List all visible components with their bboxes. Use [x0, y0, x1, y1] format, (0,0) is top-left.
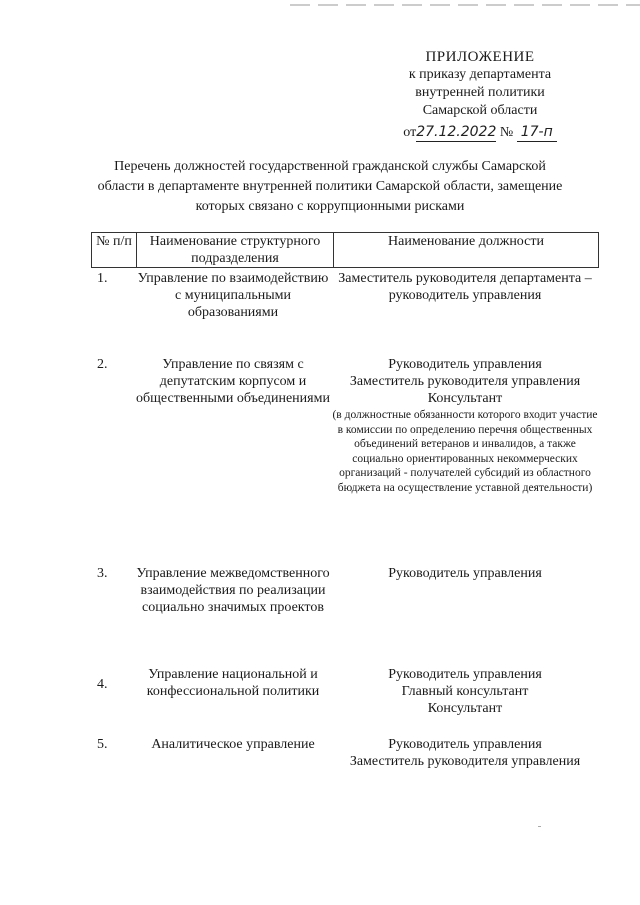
row-positions [331, 666, 599, 717]
approval-date-line [380, 123, 580, 142]
table-row [91, 565, 599, 616]
row-positions [331, 565, 599, 616]
position-note: (в должностные обязанности которого входит участие в комиссии по определению перечня общественных объединений ветеранов и инвалидов, а также социально ориентированных некоммерческих организаций - получателей субсидий из областного бюджета на осуществление уставной деятельности) [332, 409, 598, 494]
scan-edge-dashes [0, 2, 640, 8]
row-positions [331, 270, 599, 321]
position-title: Заместитель руководителя департамента – руководитель управления [338, 271, 592, 303]
row-unit: Аналитическое управление [151, 737, 315, 752]
approval-line-1: к приказу департамента [408, 67, 552, 82]
table-row [91, 356, 599, 495]
position-title: Консультант [427, 701, 503, 716]
positions-table [91, 232, 599, 769]
header-position: Наименование должности [334, 233, 599, 267]
scan-speck [538, 826, 541, 827]
position-title: Консультант [427, 391, 503, 406]
position-title: Заместитель руководителя управления [349, 754, 581, 769]
order-date: 27.12.2022 [416, 124, 497, 140]
approval-block [380, 48, 580, 142]
order-number: 17-п [517, 123, 557, 142]
row-unit: Управление по взаимодействию с муниципальными образованиями [137, 271, 329, 320]
row-num: 4. [97, 677, 108, 692]
table-header [91, 232, 599, 268]
position-title: Руководитель управления [388, 566, 542, 581]
table-row [91, 736, 599, 770]
row-positions [331, 356, 599, 495]
row-positions [331, 736, 599, 770]
row-num: 5. [97, 737, 108, 752]
row-unit: Управление по связям с депутатским корпусом и общественными объединениями [136, 357, 330, 406]
row-unit: Управление национальной и конфессиональной политики [146, 667, 320, 699]
header-unit: Наименование структурного подразделения [137, 233, 334, 267]
approval-title: ПРИЛОЖЕНИЕ [425, 49, 535, 65]
row-num: 3. [97, 566, 108, 581]
date-prefix: от [403, 125, 417, 140]
table-row [91, 270, 599, 321]
header-num: № п/п [91, 233, 137, 267]
document-title: Перечень должностей государственной гражданской службы Самарской области в департаменте внутренней политики Самарской области, замещение которых связано с коррупционными рисками [97, 159, 563, 214]
position-title: Руководитель управления [388, 667, 542, 682]
approval-line-2: внутренней политики [415, 85, 545, 100]
position-title: Руководитель управления [388, 737, 542, 752]
row-num: 1. [97, 271, 108, 286]
position-title: Заместитель руководителя управления [349, 374, 581, 389]
row-unit: Управление межведомственного взаимодействия по реализации социально значимых проектов [136, 566, 330, 615]
row-num: 2. [97, 357, 108, 372]
position-title: Руководитель управления [388, 357, 542, 372]
table-row [91, 666, 599, 717]
position-title: Главный консультант [401, 684, 529, 699]
approval-line-3: Самарской области [422, 103, 538, 118]
number-sign: № [499, 125, 514, 140]
